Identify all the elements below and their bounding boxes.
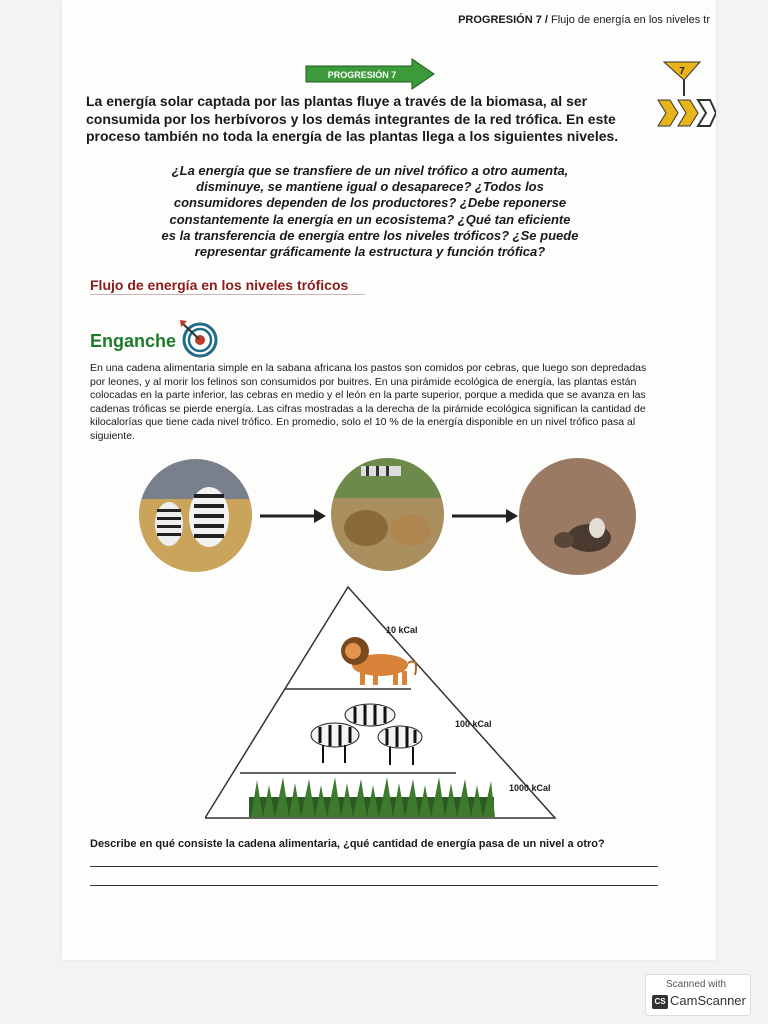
camscanner-watermark xyxy=(645,974,751,1016)
section-title: Flujo de energía en los niveles tróficos xyxy=(90,277,349,293)
question-line: es la transferencia de energía entre los niveles tróficos? ¿Se puede xyxy=(161,227,579,243)
vultures-photo xyxy=(519,458,636,575)
pyramid-top-label: 10 kCal xyxy=(386,625,418,635)
activity-question: Describe en qué consiste la cadena alimentaria, ¿qué cantidad de energía pasa de un nivel a otro? xyxy=(90,838,605,850)
camscanner-logo-icon: CS xyxy=(652,995,668,1009)
badge-label: PROGRESIÓN 7 xyxy=(327,70,397,80)
question-line: representar gráficamente la estructura y función trófica? xyxy=(194,244,546,260)
progression-corner-icon xyxy=(656,60,716,130)
pyramid-middle-label: 100 kCal xyxy=(455,719,492,729)
running-header xyxy=(458,14,710,26)
enganche-paragraph: En una cadena alimentaria simple en la sabana africana los pastos son comidos por cebras, que luego son depredadas por leones, y al morir los felinos son consumidos por buitres. En una pirámide ecológica de energía, las plantas están colocadas en la parte inferior, las cebras en medio y el león en la parte superior, porque a medida que se avanza en las cadenas tróficas se pierde energía. Las cifras mostradas a la derecha de la pirámide ecológica significan la cantidad de kilocalorías que tiene cada nivel trófico. En promedio, solo el 10 % de la energía disponible en un nivel trófico pasa al siguiente. xyxy=(90,362,647,442)
pyramid-bottom-label: 1000 kCal xyxy=(509,783,551,793)
question-line: consumidores dependen de los productores? ¿Debe reponerse xyxy=(173,195,567,211)
header-progression: PROGRESIÓN 7 / xyxy=(458,14,548,26)
corner-number: 7 xyxy=(679,66,685,77)
enganche-heading: Enganche xyxy=(90,331,177,351)
answer-line[interactable] xyxy=(90,866,658,867)
progression-arrow-badge xyxy=(304,58,436,90)
intro-paragraph: La energía solar captada por las plantas fluye a través de la biomasa, al ser consumida por los herbívoros y los demás integrantes de la red trófica. En este proceso también no toda la energía de las plantas llega a los siguientes niveles. xyxy=(86,93,619,144)
question-line: disminuye, se mantiene igual o desaparece? ¿Todos los xyxy=(196,179,544,195)
scanner-brand: CamScanner xyxy=(670,993,746,1008)
guiding-questions xyxy=(150,163,590,260)
scanner-caption: Scanned with xyxy=(666,979,727,990)
section-underline xyxy=(90,294,365,295)
lions-photo xyxy=(331,458,444,571)
answer-line[interactable] xyxy=(90,885,658,886)
question-line: constantemente la energía en un ecosistema? ¿Qué tan eficiente xyxy=(169,211,571,227)
chain-arrow-icon xyxy=(450,506,520,526)
chain-arrow-icon xyxy=(258,506,328,526)
zebras-photo xyxy=(139,459,252,572)
header-title: Flujo de energía en los niveles tr xyxy=(547,14,710,26)
target-icon xyxy=(178,318,218,358)
question-line: ¿La energía que se transfiere de un nivel trófico a otro aumenta, xyxy=(171,163,569,178)
